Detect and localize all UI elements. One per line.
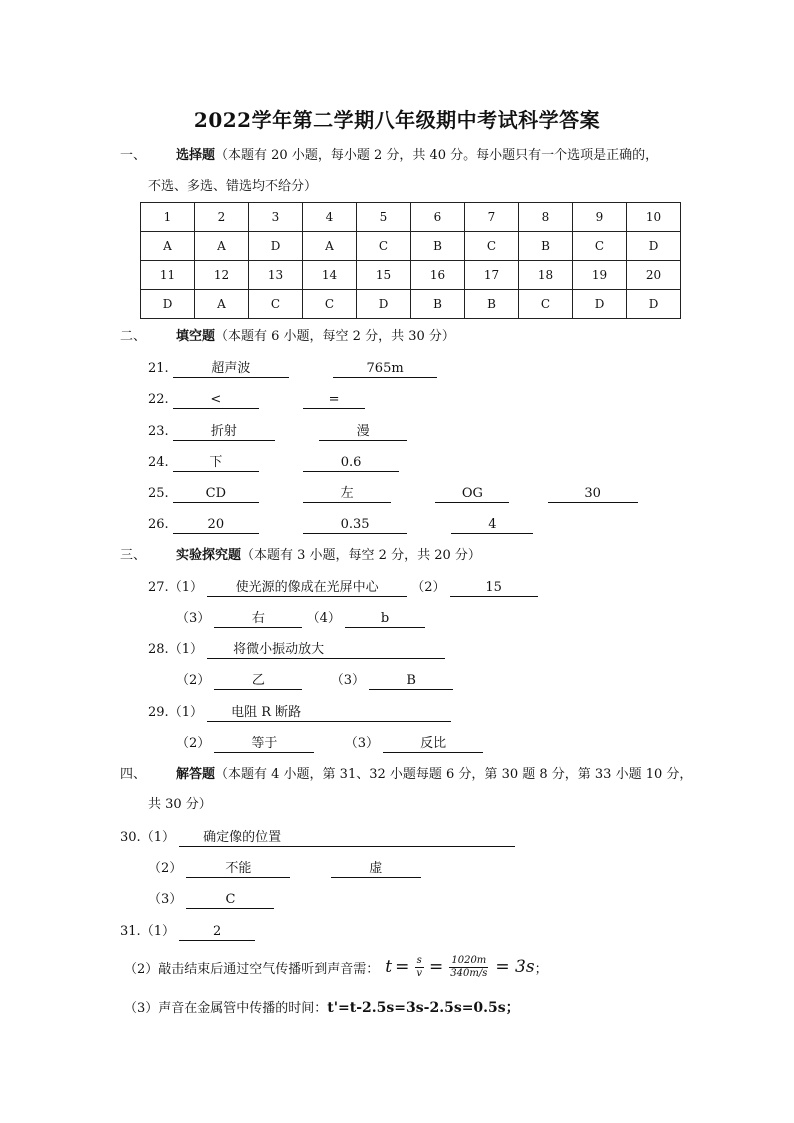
table-cell: D (627, 232, 681, 261)
question-24 (148, 454, 399, 472)
q28-answer-2: 乙 (214, 673, 302, 690)
table-cell: 7 (465, 203, 519, 232)
q29-part-1: （1） (168, 705, 203, 720)
table-row-numbers (141, 261, 681, 290)
section-2-desc: （本题有 6 小题，每空 2 分，共 30 分） (215, 329, 455, 344)
question-31-line-3 (124, 999, 520, 1018)
q25-answer-a: CD (173, 486, 259, 503)
question-27-line-1 (148, 579, 538, 597)
formula-end: ； (534, 961, 548, 977)
question-30-line-3 (148, 891, 274, 909)
table-cell: 12 (195, 261, 249, 290)
table-cell: 2 (195, 203, 249, 232)
section-1-heading (176, 147, 658, 165)
q30-answer-2b: 虚 (331, 861, 421, 878)
table-cell: D (357, 290, 411, 319)
section-2-heading (176, 328, 455, 346)
q30-answer-3: C (186, 892, 274, 909)
formula-time-metal: t'=t-2.5s=3s-2.5s=0.5s； (327, 1000, 520, 1016)
fraction-numerator: 1020m (451, 954, 487, 966)
formula-equals-2: = (429, 957, 444, 977)
q27-answer-2: 15 (450, 580, 538, 597)
section-1-desc-cont: 不选、多选、错选均不给分） (148, 179, 318, 194)
table-cell: 15 (357, 261, 411, 290)
q21-answer-a: 超声波 (173, 361, 289, 378)
q22-label: 22. (148, 392, 169, 407)
q30-answer-2a: 不能 (186, 861, 290, 878)
q26-answer-b: 0.35 (303, 517, 407, 534)
q27-part-2: （2） (411, 580, 446, 595)
question-28-line-2 (176, 672, 453, 690)
q29-answer-3: 反比 (383, 736, 483, 753)
q28-part-1: （1） (168, 642, 203, 657)
table-cell: 9 (573, 203, 627, 232)
table-cell: 16 (411, 261, 465, 290)
q24-answer-a: 下 (173, 455, 259, 472)
table-cell: D (573, 290, 627, 319)
table-row-answers (141, 290, 681, 319)
table-cell: 10 (627, 203, 681, 232)
section-4-title: 解答题 (176, 767, 216, 782)
q29-label: 29. (148, 705, 169, 720)
q25-answer-d: 30 (548, 486, 638, 503)
question-31-line-1 (120, 923, 255, 941)
q29-part-3: （3） (344, 736, 379, 751)
q26-answer-a: 20 (173, 517, 259, 534)
table-cell: 14 (303, 261, 357, 290)
page-title: 2022学年第二学期八年级期中考试科学答案 (193, 108, 601, 132)
table-cell: 5 (357, 203, 411, 232)
q28-answer-1: 将微小振动放大 (207, 642, 445, 659)
q30-part-3: （3） (148, 892, 183, 907)
section-1-title: 选择题 (176, 148, 216, 163)
question-30-line-1 (120, 829, 515, 847)
q27-answer-3: 右 (214, 611, 302, 628)
table-cell: C (357, 232, 411, 261)
q27-label: 27. (148, 580, 169, 595)
section-4-desc: （本题有 4 小题，第 31、32 小题每题 6 分，第 30 题 8 分，第 33 小题 10 分， (215, 767, 693, 782)
q31-label: 31. (120, 924, 141, 939)
table-cell: A (195, 290, 249, 319)
fraction-values (448, 955, 489, 980)
table-cell: B (519, 232, 573, 261)
section-2-title: 填空题 (176, 329, 216, 344)
q30-answer-1: 确定像的位置 (179, 830, 515, 847)
question-23 (148, 423, 407, 441)
section-4-heading (176, 766, 692, 784)
section-3-heading (176, 547, 481, 565)
formula-equals: = (395, 957, 410, 977)
table-cell: C (519, 290, 573, 319)
q31-text-2: 敲击结束后通过空气传播听到声音需： (158, 961, 380, 977)
formula-result: = 3s (495, 957, 535, 977)
q23-answer-a: 折射 (173, 424, 275, 441)
table-cell: 11 (141, 261, 195, 290)
q27-part-1: （1） (168, 580, 203, 595)
q30-part-2: （2） (148, 861, 183, 876)
table-cell: C (303, 290, 357, 319)
q31-text-3: 声音在金属管中传播的时间： (158, 1001, 328, 1016)
q21-label: 21. (148, 361, 169, 376)
question-22 (148, 391, 365, 409)
question-29-line-1 (148, 704, 451, 722)
q31-part-2: （2） (124, 961, 159, 977)
table-cell: B (411, 290, 465, 319)
q23-label: 23. (148, 424, 169, 439)
question-29-line-2 (176, 735, 483, 753)
q28-part-2: （2） (176, 673, 211, 688)
q22-answer-a: < (173, 392, 259, 409)
section-2-number: 二、 (120, 329, 147, 344)
q27-answer-1: 使光源的像成在光屏中心 (207, 580, 407, 597)
question-30-line-2 (148, 860, 421, 878)
section-1-number: 一、 (120, 148, 147, 163)
table-cell: 18 (519, 261, 573, 290)
question-25 (148, 485, 638, 503)
table-cell: B (411, 232, 465, 261)
table-row-numbers (141, 203, 681, 232)
q22-answer-b: = (303, 392, 365, 409)
q30-label: 30. (120, 830, 141, 845)
fraction-denominator: 340m/s (450, 967, 488, 979)
q27-part-4: （4） (306, 611, 341, 626)
table-cell: 6 (411, 203, 465, 232)
question-26 (148, 516, 533, 534)
q28-part-3: （3） (330, 673, 365, 688)
table-cell: A (141, 232, 195, 261)
q24-label: 24. (148, 455, 169, 470)
section-3-title: 实验探究题 (176, 548, 242, 563)
q26-label: 26. (148, 517, 169, 532)
table-cell: D (141, 290, 195, 319)
section-1-desc: （本题有 20 小题，每小题 2 分，共 40 分。每小题只有一个选项是正确的， (215, 148, 659, 163)
q29-part-2: （2） (176, 736, 211, 751)
table-cell: 3 (249, 203, 303, 232)
q31-part-1: （1） (140, 924, 175, 939)
table-cell: 17 (465, 261, 519, 290)
table-cell: 8 (519, 203, 573, 232)
q29-answer-1: 电阻 R 断路 (207, 705, 451, 722)
question-31-line-2 (124, 950, 548, 984)
table-cell: 13 (249, 261, 303, 290)
q30-part-1: （1） (140, 830, 175, 845)
table-cell: A (303, 232, 357, 261)
table-cell: D (249, 232, 303, 261)
table-cell: B (465, 290, 519, 319)
table-cell: C (465, 232, 519, 261)
table-cell: A (195, 232, 249, 261)
table-row-answers (141, 232, 681, 261)
q31-part-3: （3） (124, 1001, 159, 1016)
q24-answer-b: 0.6 (303, 455, 399, 472)
table-cell: C (573, 232, 627, 261)
fraction-s-over-v (414, 955, 424, 980)
q27-answer-4: b (345, 611, 425, 628)
table-cell: 4 (303, 203, 357, 232)
q23-answer-b: 漫 (319, 424, 407, 441)
q28-label: 28. (148, 642, 169, 657)
question-27-line-2 (176, 610, 425, 628)
section-4-number: 四、 (120, 767, 147, 782)
section-3-number: 三、 (120, 548, 147, 563)
section-3-desc: （本题有 3 小题，每空 2 分，共 20 分） (241, 548, 481, 563)
q25-answer-c: OG (435, 486, 509, 503)
table-cell: 20 (627, 261, 681, 290)
table-cell: 1 (141, 203, 195, 232)
q25-answer-b: 左 (303, 486, 391, 503)
section-4-desc-cont: 共 30 分） (148, 797, 212, 812)
fraction-s: s (416, 954, 422, 966)
q26-answer-c: 4 (451, 517, 533, 534)
formula-t: t (385, 957, 393, 977)
fraction-v: v (416, 967, 423, 979)
question-28-line-1 (148, 641, 445, 659)
q29-answer-2: 等于 (214, 736, 314, 753)
table-cell: 19 (573, 261, 627, 290)
table-cell: D (627, 290, 681, 319)
q31-answer-1: 2 (179, 924, 255, 941)
q21-answer-b: 765m (333, 361, 437, 378)
q28-answer-3: B (369, 673, 453, 690)
q27-part-3: （3） (176, 611, 211, 626)
question-21 (148, 360, 437, 378)
answer-table (140, 202, 681, 319)
table-cell: C (249, 290, 303, 319)
q25-label: 25. (148, 486, 169, 501)
